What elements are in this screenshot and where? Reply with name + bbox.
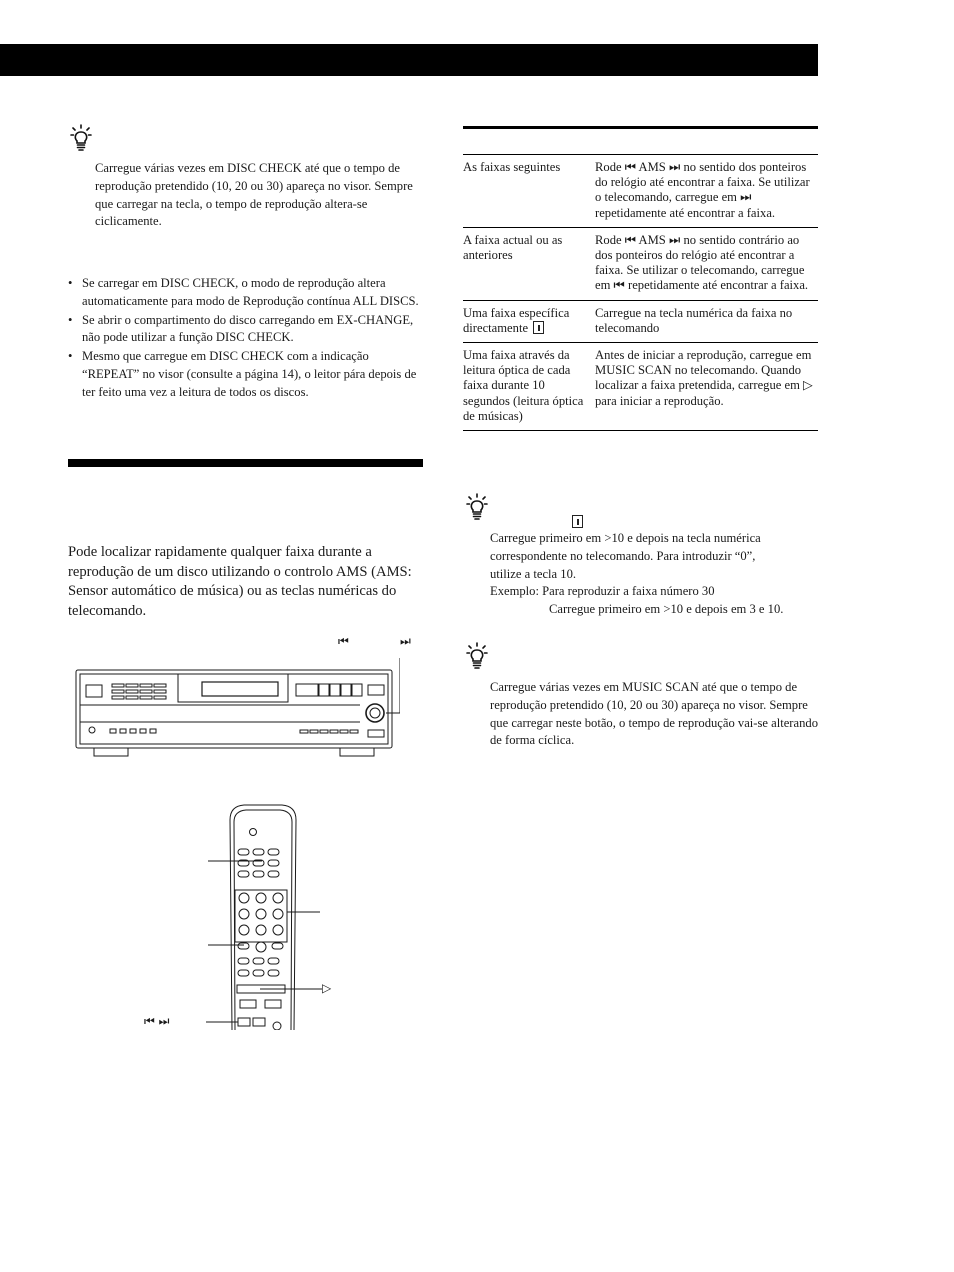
table-row xyxy=(463,227,818,300)
remote-icon xyxy=(533,321,544,334)
remote-icon xyxy=(572,515,583,528)
list-item: • Mesmo que carregue em DISC CHECK com a indicação “REPEAT” no visor (consulte a página 14), o leitor pára depois de ter feito uma vez a leitura de todos os discos. xyxy=(68,348,424,401)
tip-lightbulb-icon xyxy=(466,493,488,521)
table-cell-target: A faixa actual ou as anteriores xyxy=(463,227,595,300)
table-cell-target: Uma faixa específica directamente xyxy=(463,300,595,342)
cd-player-illustration xyxy=(70,650,400,765)
table-row xyxy=(463,300,818,342)
list-item: • Se abrir o compartimento do disco carregando em EX-CHANGE, não pode utilizar a função DISC CHECK. xyxy=(68,312,424,348)
remote-control-illustration xyxy=(140,800,350,1030)
list-item: • Se carregar em DISC CHECK, o modo de reprodução altera automaticamente para modo de Reprodução contínua ALL DISCS. xyxy=(68,275,424,311)
remote-label-skip: ⏮ ⏭ xyxy=(144,1014,170,1028)
table-cell-action: Rode ⏮ AMS ⏭ no sentido dos ponteiros do relógio até encontrar a faixa. Se utilizar o telecomando, carregue em ⏭ repetidamente até encontrar a faixa. xyxy=(595,155,818,228)
table-row xyxy=(463,155,818,228)
tip1-text: Carregue várias vezes em DISC CHECK até que o tempo de reprodução pretendido (10, 20 ou 30) apareça no visor. Sempre que carregar na tecla, o tempo de reprodução altera-se ciclicamente. xyxy=(95,161,413,229)
tip-lightbulb-icon xyxy=(70,124,92,152)
table-cell-target: Uma faixa através da leitura óptica de cada faixa durante 10 segundos (leitura óptica de músicas) xyxy=(463,343,595,431)
table-cell-action: Rode ⏮ AMS ⏭ no sentido contrário ao dos ponteiros do relógio até encontrar a faixa. Se utilizar o telecomando, carregue em ⏮ repetidamente até encontrar a faixa. xyxy=(595,227,818,300)
table-cell-target: As faixas seguintes xyxy=(463,155,595,228)
table-row xyxy=(463,343,818,431)
table-cell-action: Antes de iniciar a reprodução, carregue em MUSIC SCAN no telecomando. Quando localizar a faixa pretendida, carregue em ▷ para iniciar a reprodução. xyxy=(595,343,818,431)
player-label-next: ⏭ xyxy=(400,634,411,648)
example-label: Exemplo: xyxy=(490,584,539,599)
notes-list xyxy=(68,275,424,403)
player-label-prev: ⏮ xyxy=(338,634,349,648)
tip-lightbulb-icon xyxy=(466,642,488,670)
track-locate-table xyxy=(463,154,818,431)
header-bar xyxy=(0,44,818,76)
locate-intro-text: Pode localizar rapidamente qualquer faixa durante a reprodução de um disco utilizando o controlo AMS (AMS: Sensor automático de música) ou as teclas numéricas do telecomando. xyxy=(68,544,412,619)
section-rule-right xyxy=(463,126,818,129)
remote-label-play: ▷ xyxy=(322,981,332,995)
section-rule-left xyxy=(68,459,423,467)
table-cell-action: Carregue na tecla numérica da faixa no telecomando xyxy=(595,300,818,342)
tip3-text: Carregue várias vezes em MUSIC SCAN até que o tempo de reprodução pretendido (10, 20 ou 30) apareça no visor. Sempre que carregar neste botão, o tempo de reprodução vai-se alterando de forma cíclica. xyxy=(490,680,818,748)
tip2-text: Carregue primeiro em >10 e depois na tecla numérica correspondente no telecomando. Para introduzir “0”, utilize a tecla 10. Exemplo: Para reproduzir a faixa número 30 Carregue primeiro em >10 e depois em 3 e 10. xyxy=(490,531,784,617)
